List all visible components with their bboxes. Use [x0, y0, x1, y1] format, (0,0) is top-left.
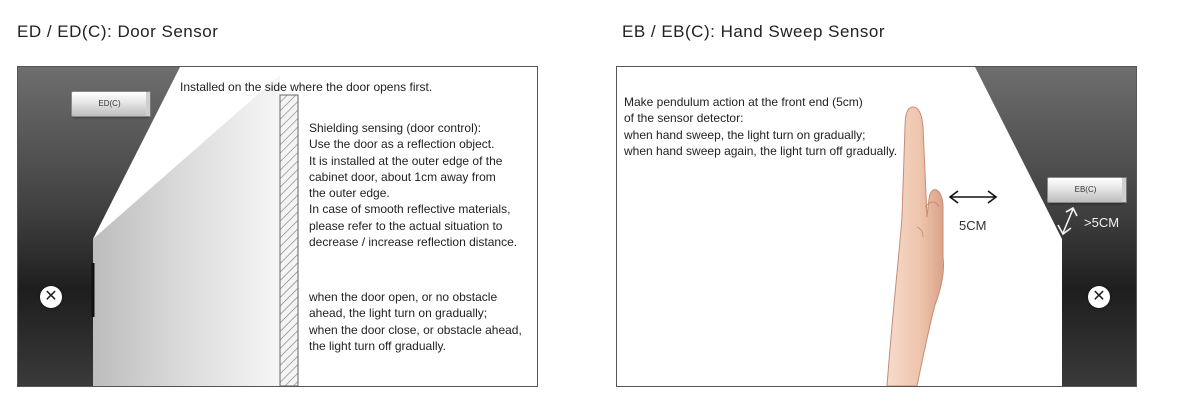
close-icon[interactable]: ✕ [1088, 286, 1110, 308]
install-note: Installed on the side where the door opens first. [180, 80, 433, 94]
door-sensor-diagram [17, 66, 538, 387]
shielding-heading: Shielding sensing (door control): [309, 121, 482, 135]
cabinet-door [280, 95, 298, 386]
ed-sensor-label: ED(C) [98, 99, 121, 108]
hand-sweep-title: EB / EB(C): Hand Sweep Sensor [622, 22, 886, 41]
hand-sweep-text: Make pendulum action at the front end (5cm) of the sensor detector: when hand sweep, the light turn on gradually; when hand sweep again, the light turn off gradually. [624, 95, 898, 158]
range-label: >5CM [1084, 215, 1120, 230]
ed-sensor [71, 91, 148, 117]
door-sensor-title: ED / ED(C): Door Sensor [17, 22, 219, 41]
shielding-text: Shielding sensing (door control): Use the door as a reflection object. It is installed at the outer edge of the cabinet door, about 1cm away from the outer edge. In case of smooth reflective materials, please refer to the actual situation to decrease / increase reflection distance. [309, 121, 518, 250]
eb-sensor [1047, 177, 1124, 203]
sweep-arrow-icon [950, 191, 996, 203]
eb-sensor-label: EB(C) [1074, 185, 1097, 194]
close-icon[interactable]: ✕ [40, 286, 62, 308]
hand-sweep-diagram [616, 66, 1137, 387]
distance-label: 5CM [959, 218, 987, 233]
door-behavior-text: when the door open, or no obstacle ahead, the light turn on gradually; when the door close, or obstacle ahead, the light turn off gradually. [309, 290, 522, 353]
